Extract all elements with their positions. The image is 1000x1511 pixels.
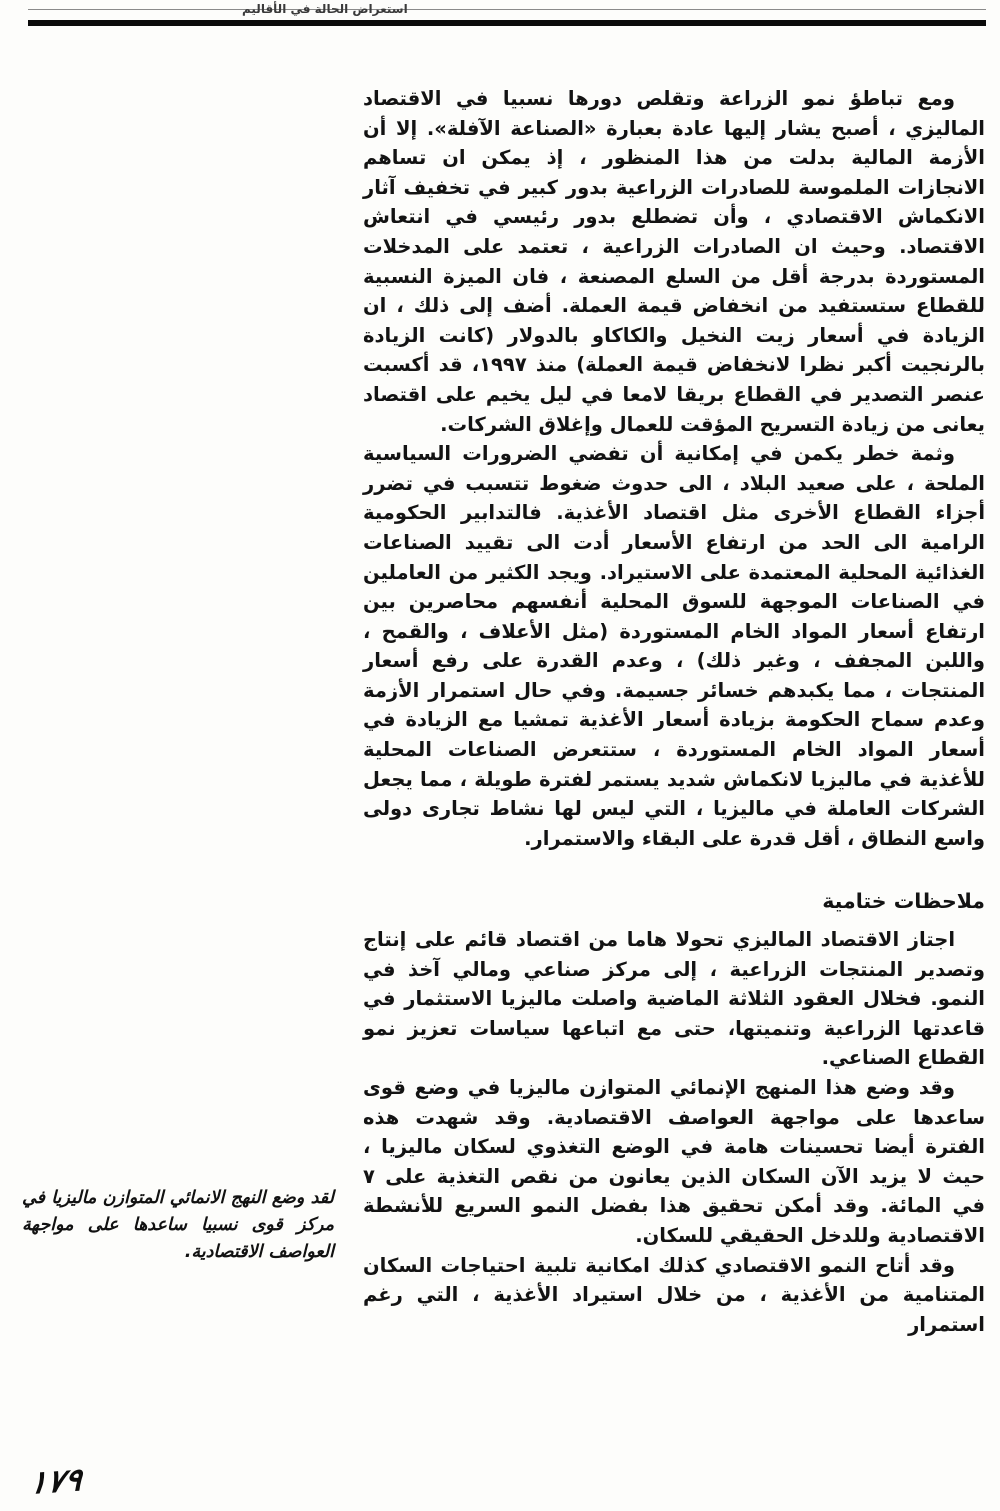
margin-note: لقد وضع النهج الانمائي المتوازن ماليزيا في مركز قوى نسبيا ساعدها على مواجهة العواصف الاقتصادية. <box>22 1188 334 1262</box>
header-rule <box>28 20 986 26</box>
paragraph-economic-transformation: اجتاز الاقتصاد الماليزي تحولا هاما من اقتصاد قائم على إنتاج وتصدير المنتجات الزراعية ، إلى مركز صناعي ومالي آخذ في النمو. فخلال العقود الثلاثة الماضية واصلت ماليزيا الاستثمار في قاعدتها الزراعية وتنميتها، حتى مع اتباعها سياسات تعزيز نمو القطاع الصناعي. <box>363 928 985 1070</box>
paragraph-food-imports: وقد أتاح النمو الاقتصادي كذلك امكانية تلبية احتياجات السكان المتنامية من الأغذية ، من خلال استيراد الأغذية ، التي رغم استمرار <box>363 1253 985 1336</box>
header-thin-rule <box>28 9 986 10</box>
page-number: ١٧٩ <box>26 1460 85 1502</box>
section-heading-concluding-remarks: ملاحظات ختامية <box>822 889 985 914</box>
paragraph-balanced-development: وقد وضع هذا المنهج الإنمائي المتوازن ماليزيا في وضع قوى ساعدها على مواجهة العواصف الاقتصادية. وقد شهدت هذه الفترة أيضا تحسينات هامة في الوضع التغذوي لسكان ماليزيا ، حيث لا يزيد الآن السكان الذين يعانون من نقص التغذية على ٧ في المائة. وقد أمكن تحقيق هذا بفضل النمو السريع للأنشطة الاقتصادية وللدخل الحقيقي للسكان. <box>363 1076 985 1247</box>
paragraph-agriculture-decline: ومع تباطؤ نمو الزراعة وتقلص دورها نسبيا في الاقتصاد الماليزي ، أصبح يشار إليها عادة بعبارة «الصناعة الآفلة». إلا أن الأزمة المالية بدلت من هذا المنظور ، إذ يمكن ان تساهم الانجازات الملموسة للصادرات الزراعية بدور كبير في تخفيف آثار الانكماش الاقتصادي ، وأن تضطلع بدور رئيسي في انتعاش الاقتصاد. وحيث ان الصادرات الزراعية ، تعتمد على المدخلات المستوردة بدرجة أقل من السلع المصنعة ، فان الميزة النسبية للقطاع ستستفيد من انخفاض قيمة العملة. أضف إلى ذلك ، ان الزيادة في أسعار زيت النخيل والكاكاو بالدولار (كانت الزيادة بالرنجيت أكبر نظرا لانخفاض قيمة العملة) منذ ١٩٩٧، قد أكسبت عنصر التصدير في القطاع بريقا لامعا في ليل يخيم على اقتصاد يعانى من زيادة التسريح المؤقت للعمال وإغلاق الشركات. <box>363 87 985 436</box>
body-text-column <box>363 84 985 1339</box>
running-head: استعراض الحالة في الأقاليم <box>242 2 408 16</box>
paragraph-food-economy-risk: وثمة خطر يكمن في إمكانية أن تفضي الضرورات السياسية الملحة ، على صعيد البلاد ، الى حدوث ضغوط تتسبب في تضرر أجزاء القطاع الأخرى مثل اقتصاد الأغذية. فالتدابير الحكومية الرامية الى الحد من ارتفاع الأسعار أدت الى تقييد الصناعات الغذائية المحلية المعتمدة على الاستيراد. ويجد الكثير من العاملين في الصناعات الموجهة للسوق المحلية أنفسهم محاصرين بين ارتفاع أسعار المواد الخام المستوردة (مثل الأعلاف ، والقمح ، واللبن المجفف ، وغير ذلك) ، وعدم القدرة على رفع أسعار المنتجات ، مما يكبدهم خسائر جسيمة. وفي حال استمرار الأزمة وعدم سماح الحكومة بزيادة أسعار الأغذية تمشيا مع الزيادة في أسعار المواد الخام المستوردة ، ستتعرض الصناعات المحلية للأغذية في ماليزيا لانكماش شديد يستمر لفترة طويلة ، مما يجعل الشركات العاملة في ماليزيا ، التي ليس لها نشاط تجارى دولى واسع النطاق ، أقل قدرة على البقاء والاستمرار. <box>363 442 985 850</box>
